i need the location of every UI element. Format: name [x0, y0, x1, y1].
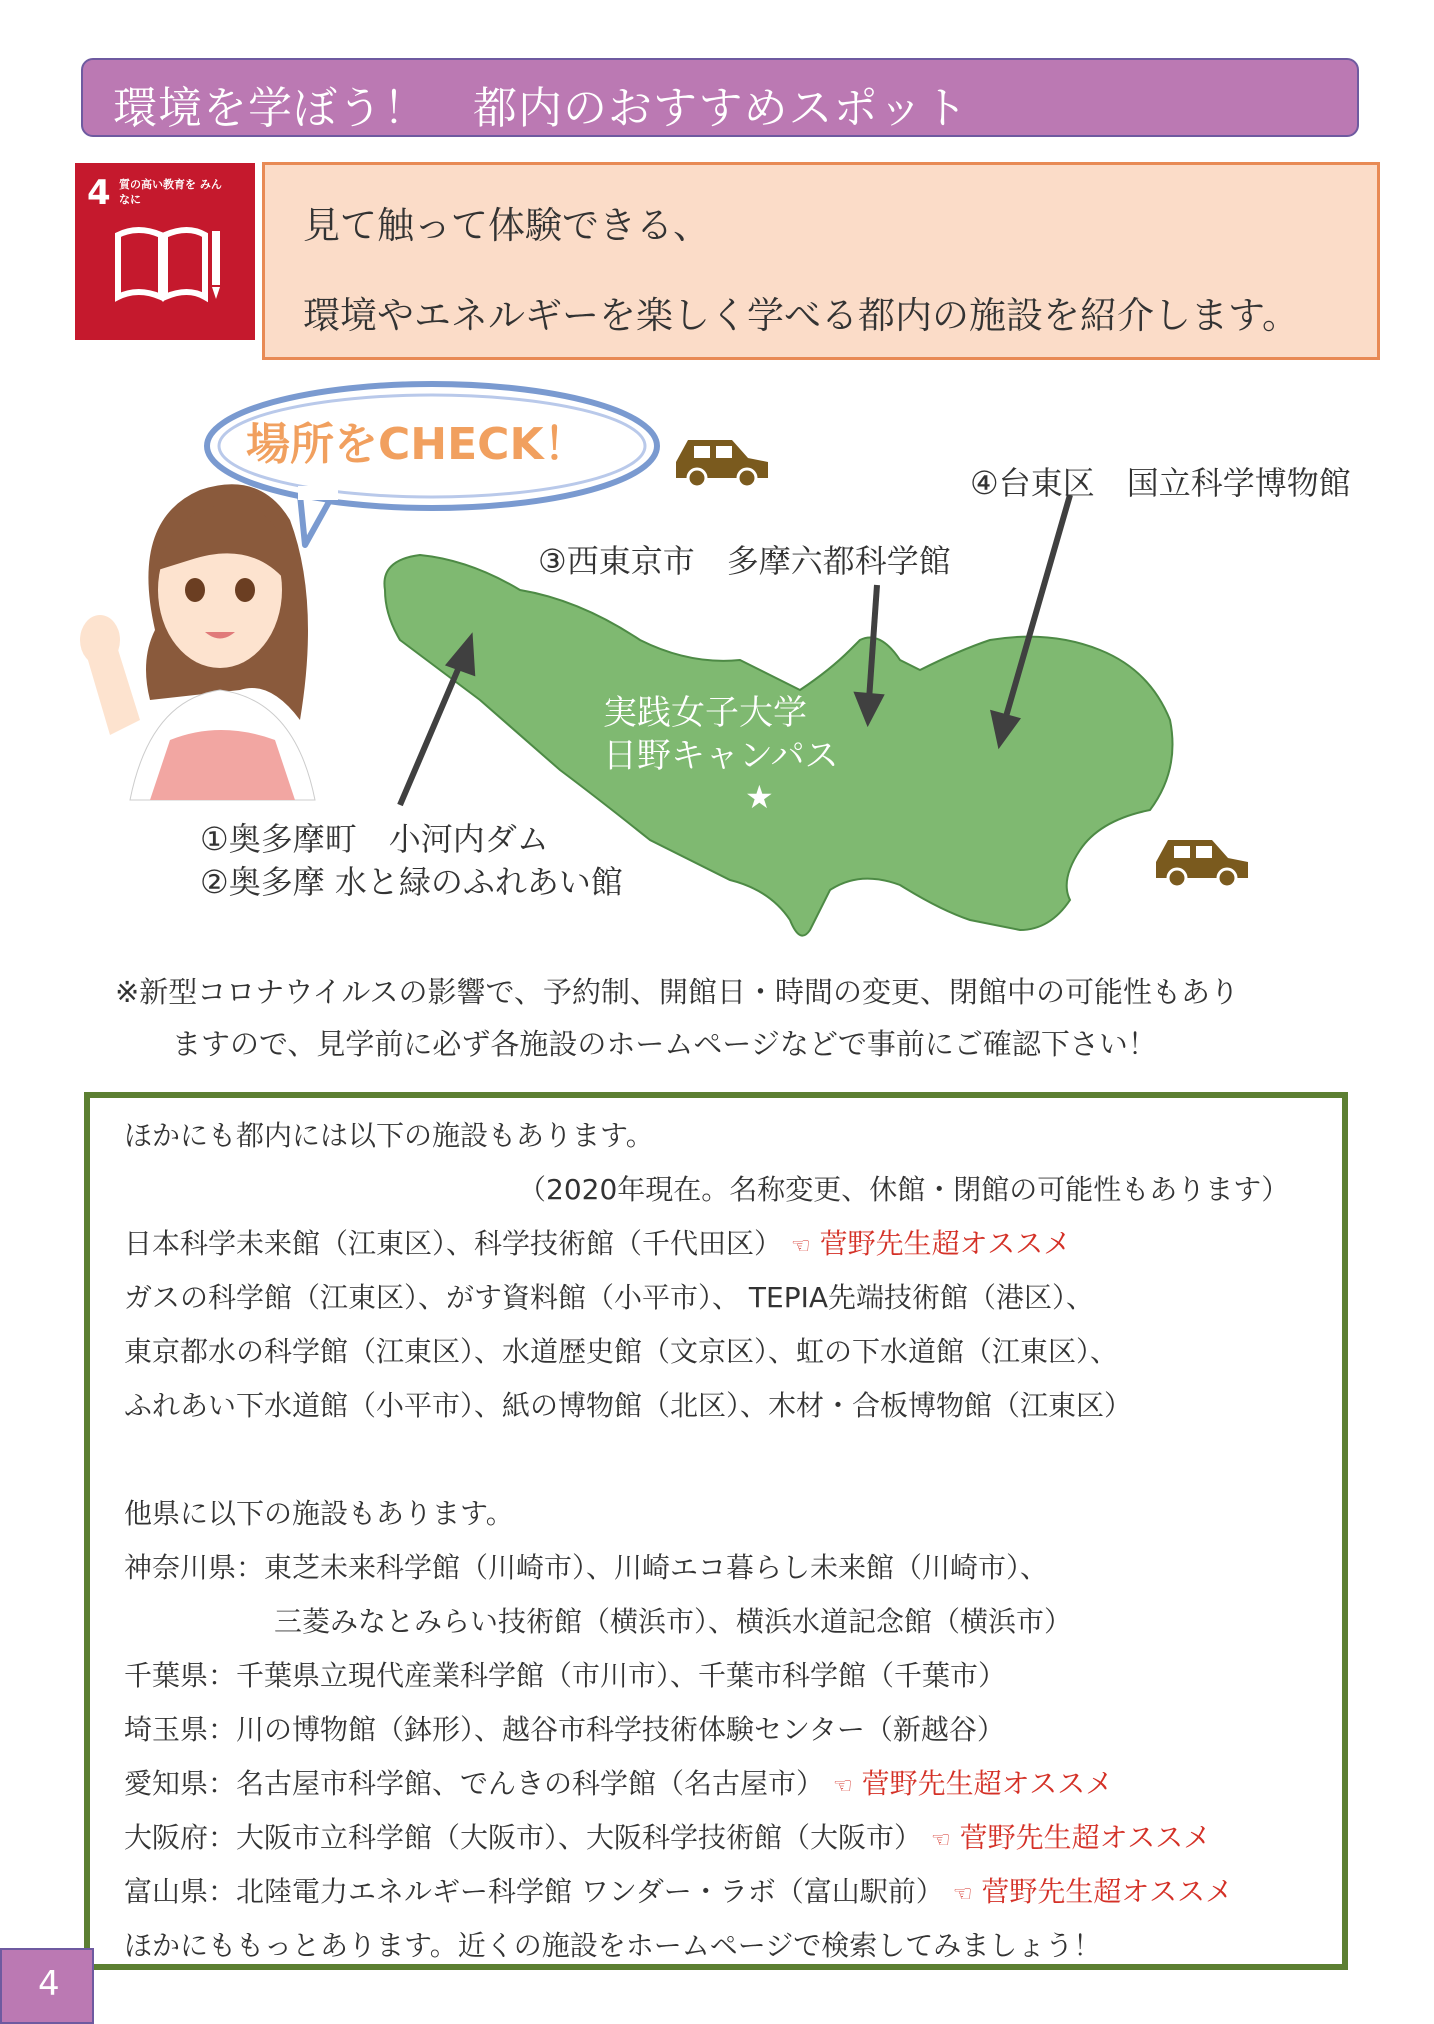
sdg-number: 4 — [87, 173, 111, 213]
facility-kanagawa-1: 神奈川県：東芝未来科学館（川崎市）、川崎エコ暮らし未来館（川崎市）、 — [124, 1551, 1049, 1584]
pointing-hand-icon: ☜ — [832, 1774, 853, 1799]
facility-closing: ほかにももっとあります。近くの施設をホームページで検索してみましょう！ — [124, 1929, 1102, 1962]
notice-line-2: ますので、見学前に必ず各施設のホームページなどで事前にご確認下さい！ — [172, 1027, 1157, 1061]
map-label-campus-2: 日野キャンパス — [603, 736, 839, 776]
pointing-hand-icon: ☜ — [930, 1828, 951, 1853]
title-banner — [81, 58, 1359, 137]
facility-tokyo-line-2: ガスの科学館（江東区）、がす資料館（小平市）、 TEPIA先端技術館（港区）、 — [124, 1281, 1094, 1314]
page-number: 4 — [38, 1964, 60, 2004]
page-title: 環境を学ぼう！ 都内のおすすめスポット — [113, 83, 969, 134]
pointing-hand-icon: ☜ — [952, 1882, 973, 1907]
notice-line-1: ※新型コロナウイルスの影響で、予約制、開館日・時間の変更、閉館中の可能性もあり — [115, 975, 1239, 1009]
facility-toyama: 富山県：北陸電力エネルギー科学館 ワンダー・ラボ（富山駅前） ☜ 菅野先生超オススメ — [124, 1875, 1234, 1908]
recommend-label: 菅野先生超オススメ — [819, 1227, 1072, 1260]
intro-line-1: 見て触って体験できる、 — [303, 204, 710, 247]
facility-osaka: 大阪府：大阪市立科学館（大阪市）、大阪科学技術館（大阪市） ☜ 菅野先生超オススメ — [124, 1821, 1212, 1854]
sdg-goal-4-badge — [75, 163, 255, 340]
facility-tokyo-line-1: 日本科学未来館（江東区）、科学技術館（千代田区） ☜ 菅野先生超オススメ — [124, 1227, 1072, 1260]
facility-kanagawa-2: 三菱みなとみらい技術館（横浜市）、横浜水道記念館（横浜市） — [274, 1605, 1073, 1638]
guide-girl-illustration — [80, 484, 315, 800]
facility-aichi: 愛知県：名古屋市科学館、でんきの科学館（名古屋市） ☜ 菅野先生超オススメ — [124, 1767, 1114, 1800]
facility-tokyo-line-3: 東京都水の科学館（江東区）、水道歴史館（文京区）、虹の下水道館（江東区）、 — [124, 1335, 1119, 1368]
facility-list-box — [84, 1092, 1348, 1970]
page-number-tab — [0, 1948, 94, 2024]
map-label-spot-2: ②奥多摩 水と緑のふれあい館 — [200, 863, 623, 901]
facility-chiba: 千葉県：千葉県立現代産業科学館（市川市）、千葉市科学館（千葉市） — [124, 1659, 1007, 1692]
facility-heading: ほかにも都内には以下の施設もあります。 — [124, 1119, 654, 1152]
recommend-label: 菅野先生超オススメ — [959, 1821, 1212, 1854]
facility-note: （2020年現在。名称変更、休館・閉館の可能性もあります） — [518, 1173, 1290, 1206]
car-icon — [1156, 840, 1248, 887]
sdg-label: 質の高い教育を みんなに — [119, 178, 222, 206]
intro-box — [262, 162, 1380, 360]
map-label-spot-4: ④台東区 国立科学博物館 — [970, 464, 1351, 502]
recommend-label: 菅野先生超オススメ — [861, 1767, 1114, 1800]
facility-saitama: 埼玉県：川の博物館（鉢形）、越谷市科学技術体験センター（新越谷） — [124, 1713, 1005, 1746]
recommend-label: 菅野先生超オススメ — [981, 1875, 1234, 1908]
other-prefecture-heading: 他県に以下の施設もあります。 — [124, 1497, 514, 1530]
facility-tokyo-line-4: ふれあい下水道館（小平市）、紙の博物館（北区）、木材・合板博物館（江東区） — [124, 1389, 1133, 1422]
map-label-spot-1: ①奥多摩町 小河内ダム — [200, 820, 549, 858]
map-label-campus-1: 実践女子大学 — [603, 693, 807, 733]
map-label-spot-3: ③西東京市 多摩六都科学館 — [538, 542, 951, 580]
map-bubble-text: 場所をCHECK！ — [246, 419, 588, 470]
car-icon — [676, 440, 768, 487]
intro-line-2: 環境やエネルギーを楽しく学べる都内の施設を紹介します。 — [303, 294, 1300, 337]
pointing-hand-icon: ☜ — [790, 1234, 811, 1259]
book-pencil-icon — [113, 225, 223, 305]
campus-star-marker: ★ — [745, 778, 774, 816]
